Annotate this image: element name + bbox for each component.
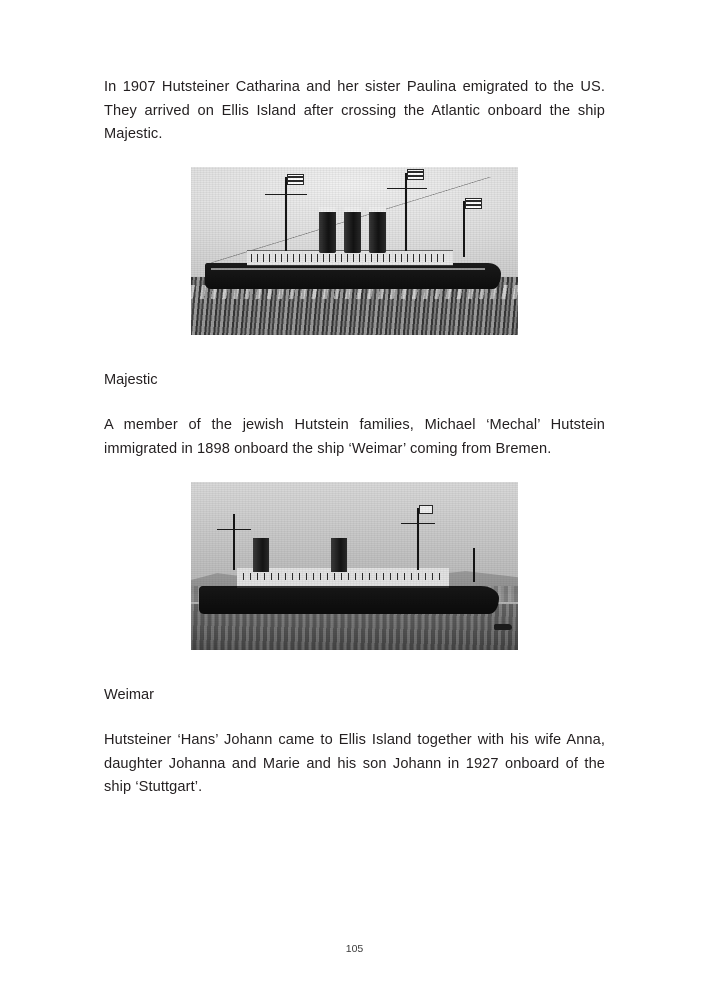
figure-weimar	[191, 482, 518, 650]
figure-majestic	[191, 167, 518, 335]
spacer	[104, 335, 605, 369]
paragraph-hutstein-1898: A member of the jewish Hutstein families, Michael ‘Mechal’ Hutstein immigrated in 1898 onboard the ship ‘Weimar’ coming from Bremen.	[104, 417, 605, 457]
paragraph-stuttgart-1927: Hutsteiner ‘Hans’ Johann came to Ellis Island together with his wife Anna, daughter Johanna and Marie and his son Johann in 1927 onboard of the ship ‘Stuttgart’.	[104, 731, 605, 796]
engraving-texture	[191, 167, 518, 335]
photo-grain	[191, 482, 518, 650]
spacer	[104, 707, 605, 729]
page-content	[104, 76, 605, 800]
spacer	[104, 462, 605, 482]
figure-majestic-caption: Majestic	[104, 371, 158, 388]
page-number: 105	[345, 943, 364, 955]
figure-weimar-image	[191, 482, 518, 650]
spacer	[104, 147, 605, 167]
figure-weimar-caption: Weimar	[104, 686, 155, 703]
spacer	[104, 650, 605, 684]
paragraph-emigration-1907: In 1907 Hutsteiner Catharina and her sister Paulina emigrated to the US. They arrived on Ellis Island after crossing the Atlantic onboard the ship Majestic.	[104, 79, 605, 143]
figure-majestic-image	[191, 167, 518, 335]
spacer	[104, 392, 605, 414]
